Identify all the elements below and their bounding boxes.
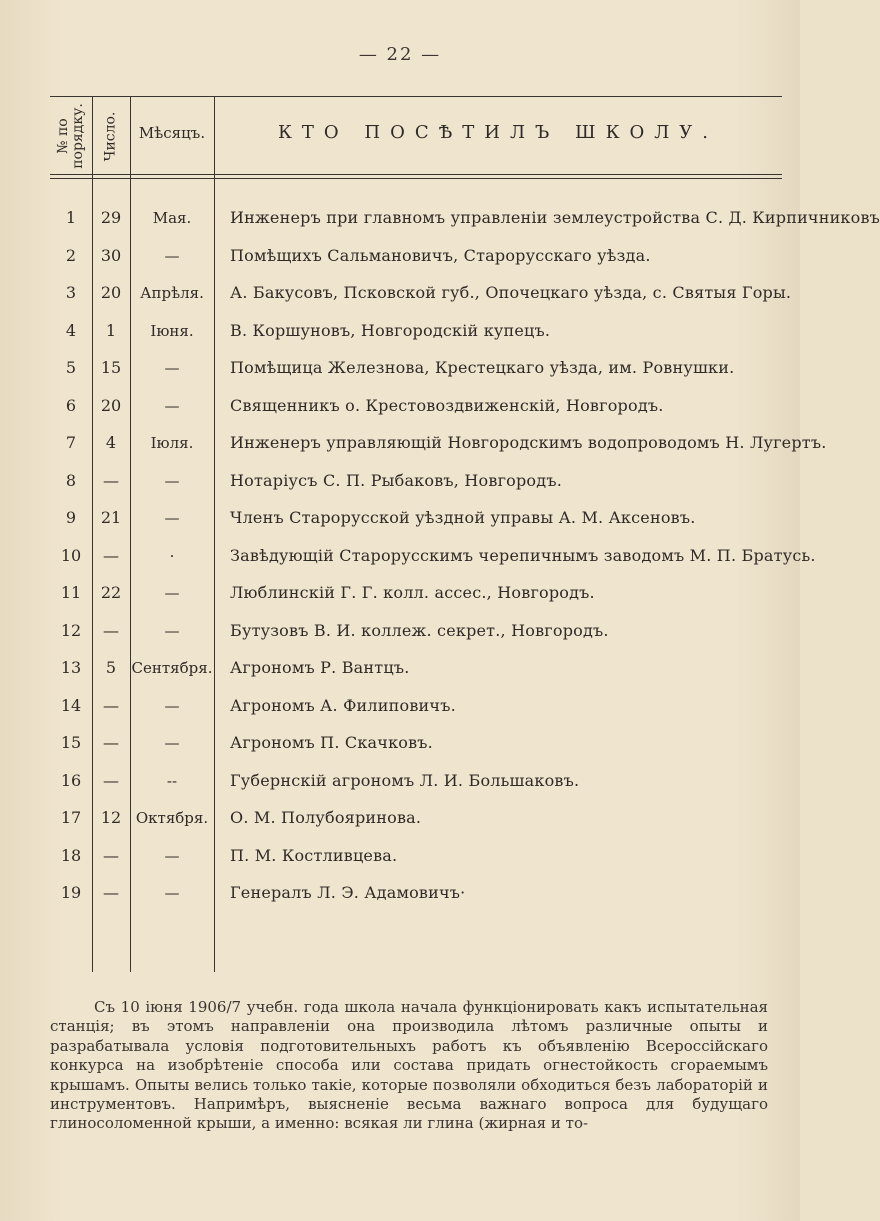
header-rule-double [50, 178, 782, 179]
row-day: 20 [100, 283, 122, 302]
page-number: — 22 — [358, 44, 442, 65]
table-row [50, 545, 816, 584]
table-top-rule [50, 96, 782, 97]
row-day: 29 [100, 208, 122, 227]
row-number: 3 [65, 283, 77, 302]
header-day [92, 102, 130, 170]
table-row [50, 808, 782, 846]
row-day: 4 [105, 433, 117, 452]
row-day: — [103, 695, 119, 715]
row-month: Іюня. [150, 321, 194, 340]
row-number: 17 [60, 808, 82, 827]
row-month: — [164, 696, 180, 715]
row-month: Мая. [152, 209, 192, 227]
row-number: 4 [65, 320, 77, 340]
table-row [50, 246, 782, 284]
row-number: 8 [65, 470, 77, 490]
row-day: 12 [100, 808, 122, 827]
row-visitor: Бутузовъ В. И. коллеж. секрет., Новгородъ. [230, 620, 609, 640]
table-row [50, 658, 782, 696]
row-month: — [164, 584, 180, 602]
row-month: — [164, 509, 180, 527]
table-row [50, 733, 782, 771]
row-month: — [164, 734, 180, 752]
row-month: — [164, 359, 180, 377]
row-number: 13 [60, 658, 82, 677]
header-number-label: № по порядку. [55, 103, 87, 169]
row-number: 16 [60, 770, 82, 790]
row-visitor: Губернскій агрономъ Л. И. Большаковъ. [230, 770, 580, 790]
row-month: · [169, 546, 175, 565]
row-month: Октября. [135, 809, 209, 827]
row-month: Апрѣля. [140, 284, 204, 302]
row-day: 30 [100, 245, 122, 265]
row-visitor: Инженеръ при главномъ управленіи землеустройства С. Д. Кирпичниковъ [230, 208, 880, 227]
table-row [50, 508, 782, 546]
row-day: — [103, 470, 119, 490]
row-number: 15 [60, 733, 82, 752]
row-day: 1 [105, 320, 117, 340]
row-visitor: Нотаріусъ С. П. Рыбаковъ, Новгородъ. [230, 470, 562, 490]
header-day-label: Число. [102, 111, 119, 161]
row-visitor: Членъ Старорусской уѣздной управы А. М. Аксеновъ. [230, 508, 696, 527]
row-month: — [164, 621, 180, 640]
row-day: — [103, 620, 119, 640]
row-number: 7 [65, 433, 77, 452]
row-month: — [164, 884, 180, 902]
table-row [50, 358, 782, 396]
row-number: 18 [60, 845, 82, 865]
table-row [50, 621, 782, 659]
row-visitor: Агрономъ А. Филиповичъ. [230, 695, 456, 715]
row-number: 2 [65, 245, 77, 265]
row-day: — [103, 545, 119, 565]
table-row [50, 846, 782, 884]
row-number: 9 [65, 508, 77, 527]
row-visitor: П. М. Костливцева. [230, 845, 398, 865]
row-visitor: Генералъ Л. Э. Адамовичъ· [230, 883, 466, 902]
row-month: — [164, 246, 180, 265]
row-day: 22 [100, 583, 122, 602]
row-visitor: Инженеръ управляющій Новгородскимъ водопроводомъ Н. Лугертъ. [230, 433, 827, 452]
table-row [50, 396, 782, 434]
row-month: — [164, 396, 180, 415]
row-day: 21 [100, 508, 122, 527]
table-row [50, 283, 792, 321]
table-row [50, 471, 782, 509]
table-row [50, 696, 782, 734]
row-visitor: Агрономъ П. Скачковъ. [230, 733, 433, 752]
row-day: 20 [100, 395, 122, 415]
row-day: — [103, 733, 119, 752]
row-visitor: Помѣщица Железнова, Крестецкаго уѣзда, им. Ровнушки. [230, 358, 735, 377]
header-rule [50, 174, 782, 175]
table-row [50, 321, 782, 359]
row-number: 10 [60, 545, 82, 565]
table-row [50, 433, 827, 471]
row-month: -- [166, 771, 178, 790]
table-row [50, 583, 782, 621]
row-number: 11 [60, 583, 82, 602]
table-body [50, 208, 880, 921]
row-day: — [103, 770, 119, 790]
row-visitor: Помѣщихъ Сальмановичъ, Старорусскаго уѣзда. [230, 245, 651, 265]
row-day: 5 [105, 658, 117, 677]
row-month: — [164, 471, 180, 490]
table-row [50, 771, 782, 809]
row-month: Сентября. [131, 659, 213, 677]
header-number [50, 102, 92, 170]
row-visitor: Агрономъ Р. Вантцъ. [230, 658, 410, 677]
row-day: 15 [100, 358, 122, 377]
row-number: 14 [60, 695, 82, 715]
row-number: 6 [65, 395, 77, 415]
row-month: Іюля. [150, 434, 194, 452]
table-row [50, 208, 880, 246]
header-month: Мѣсяцъ. [138, 124, 206, 142]
row-day: — [103, 845, 119, 865]
row-visitor: Завѣдующій Старорусскимъ черепичнымъ заводомъ М. П. Братусь. [230, 545, 816, 565]
table-row [50, 883, 782, 921]
row-visitor: О. М. Полубояринова. [230, 808, 422, 827]
row-number: 19 [60, 883, 82, 902]
row-visitor: Люблинскій Г. Г. колл. ассес., Новгородъ. [230, 583, 595, 602]
row-visitor: А. Бакусовъ, Псковской губ., Опочецкаго уѣзда, с. Святыя Горы. [230, 283, 792, 302]
paragraph-text: Съ 10 іюня 1906/7 учебн. года школа начала функціонировать какъ испытательная станція; въ этомъ направленіи она производила лѣтомъ различные опыты и разрабатывала условія подготовительныхъ работъ къ объявленію Всероссійскаго конкурса на изобрѣтеніе способа или состава придать огнестойкость сгораемымъ крышамъ. Опыты велись только такіе, которые позволяли обходиться безъ лабораторій и инструментовъ. Напримѣръ, выясненіе весьма важнаго вопроса для будущаго глиносоломенной крыши, а именно: всякая ли глина (жирная и то- [50, 998, 768, 1133]
row-number: 1 [65, 208, 77, 227]
row-visitor: В. Коршуновъ, Новгородскій купецъ. [230, 320, 551, 340]
row-number: 5 [65, 358, 77, 377]
row-visitor: Священникъ о. Крестовоздвиженскій, Новгородъ. [230, 395, 664, 415]
row-month: — [164, 846, 180, 865]
row-number: 12 [60, 620, 82, 640]
header-visitor: КТО ПОСѢТИЛЪ ШКОЛУ. [277, 122, 719, 143]
body-paragraph [50, 998, 768, 1134]
row-day: — [103, 883, 119, 902]
